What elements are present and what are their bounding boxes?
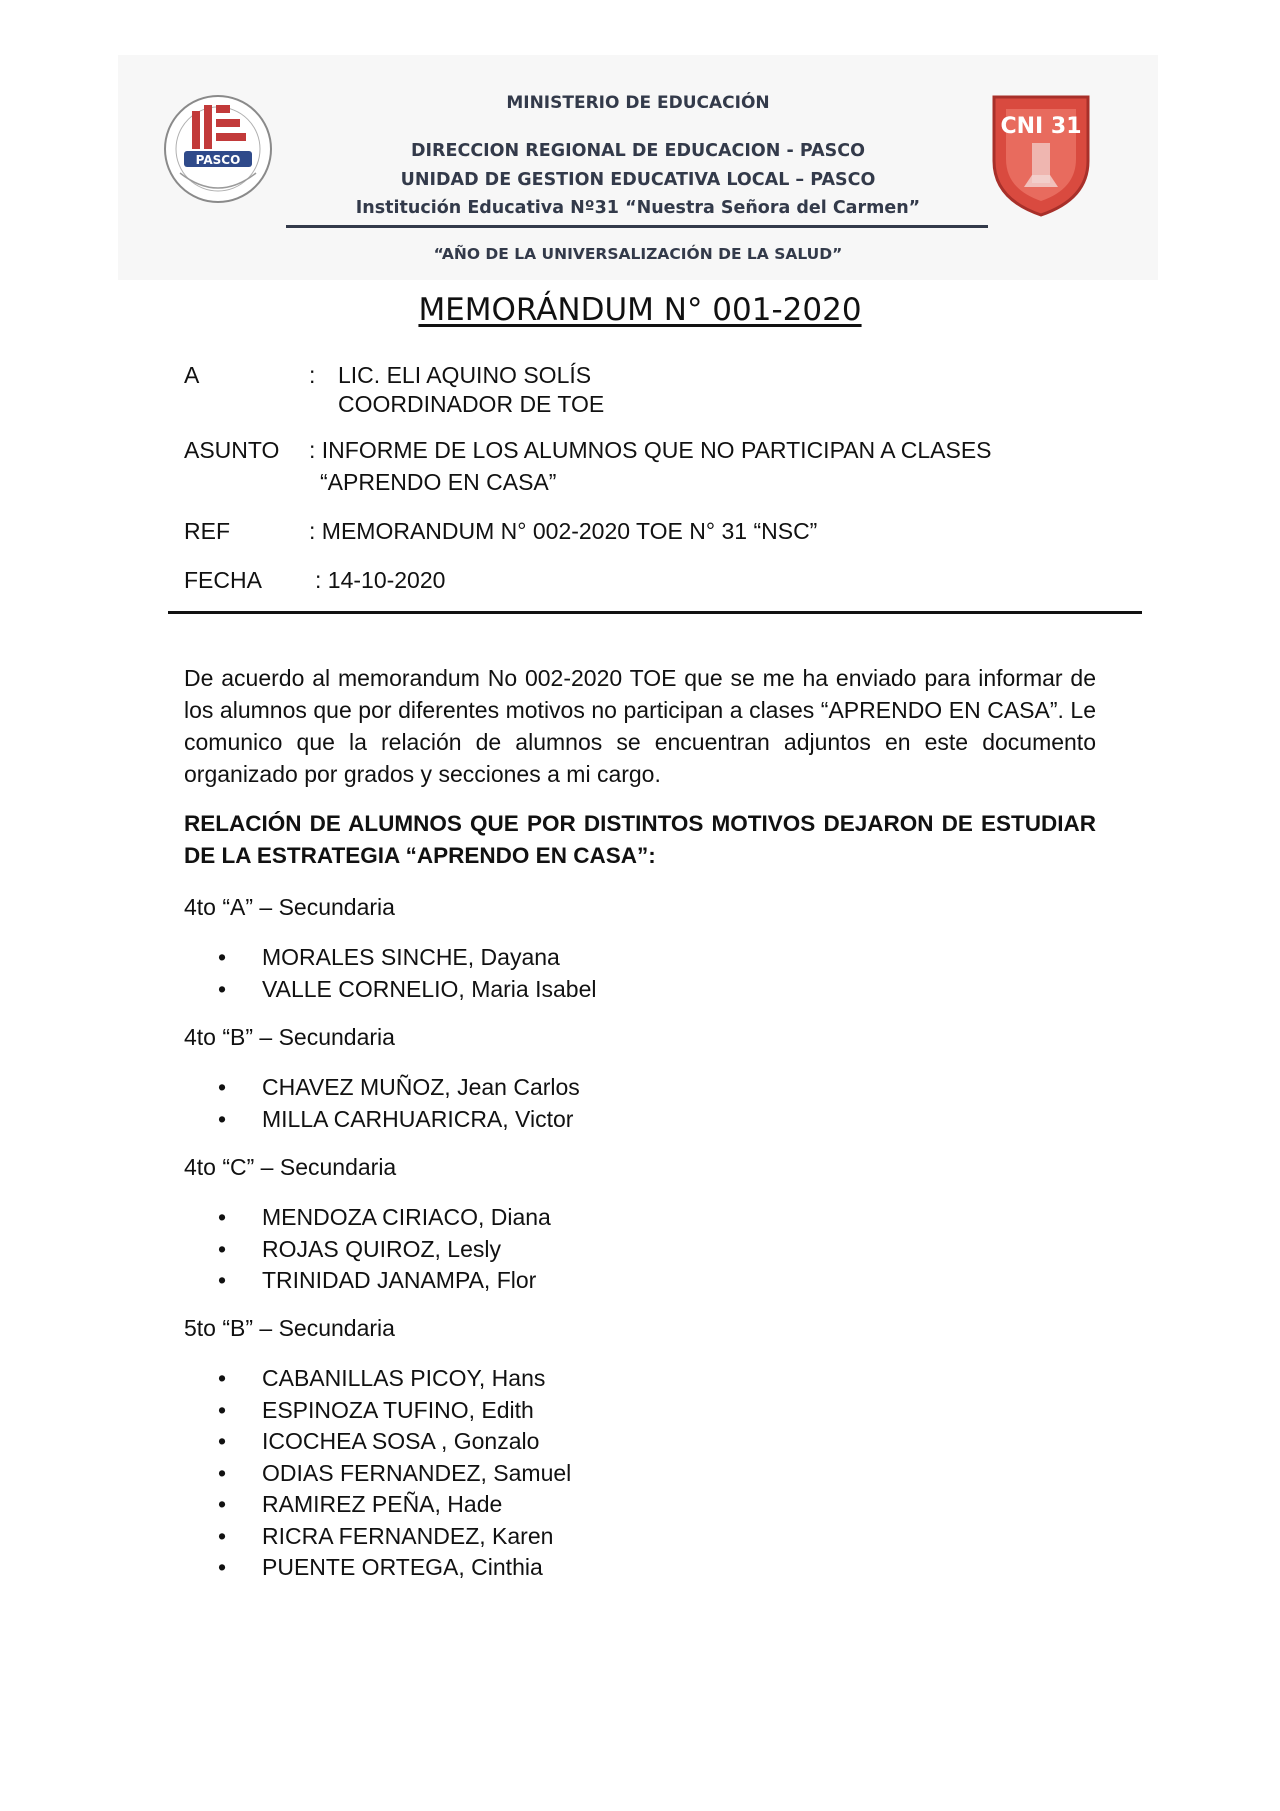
section-label-4to-c: 4to “C” – Secundaria (184, 1154, 397, 1180)
student-name: PUENTE ORTEGA, Cinthia (262, 1554, 543, 1580)
bullet-icon: • (218, 1365, 227, 1391)
letterhead-divider (286, 225, 988, 228)
field-asunto-value-line1: : INFORME DE LOS ALUMNOS QUE NO PARTICIPAN A CLASES (309, 437, 992, 463)
field-ref-label: REF (184, 518, 230, 544)
student-name: MORALES SINCHE, Dayana (262, 944, 560, 970)
bullet-icon: • (218, 1267, 227, 1293)
student-name: ROJAS QUIROZ, Lesly (262, 1235, 501, 1262)
section-label-4to-b: 4to “B” – Secundaria (184, 1024, 395, 1050)
bullet-icon: • (218, 1235, 227, 1262)
student-name: CABANILLAS PICOY, Hans (262, 1365, 546, 1391)
school-shield-icon (986, 91, 1096, 219)
student-name: ICOCHEA SOSA , Gonzalo (262, 1428, 540, 1454)
student-name: RAMIREZ PEÑA, Hade (262, 1491, 503, 1517)
field-a-colon: : (309, 362, 316, 388)
bullet-icon: • (218, 1074, 227, 1100)
student-name: RICRA FERNANDEZ, Karen (262, 1522, 554, 1549)
field-a-value-line2: COORDINADOR DE TOE (338, 391, 605, 417)
bullet-icon: • (218, 1396, 227, 1423)
bullet-icon: • (218, 975, 227, 1002)
bullet-icon: • (218, 944, 227, 970)
list-heading: RELACIÓN DE ALUMNOS QUE POR DISTINTOS MOTIVOS DEJARON DE ESTUDIAR DE LA ESTRATEGIA “APRENDO EN CASA”: (184, 811, 1096, 868)
student-name: TRINIDAD JANAMPA, Flor (262, 1267, 537, 1293)
bullet-icon: • (218, 1554, 227, 1580)
bullet-icon: • (218, 1522, 227, 1549)
field-fecha-value: : 14-10-2020 (315, 567, 446, 593)
bullet-icon: • (218, 1491, 227, 1517)
field-asunto-value-line2: “APRENDO EN CASA” (320, 469, 557, 495)
student-name: VALLE CORNELIO, Maria Isabel (262, 975, 597, 1002)
student-name: CHAVEZ MUÑOZ, Jean Carlos (262, 1074, 580, 1100)
ministry-title: MINISTERIO DE EDUCACIÓN (506, 93, 770, 113)
bullet-icon: • (218, 1204, 227, 1230)
svg-text:CNI 31: CNI 31 (1000, 114, 1082, 139)
bullet-icon: • (218, 1459, 227, 1486)
field-a-label: A (184, 362, 200, 388)
body-paragraph: De acuerdo al memorandum No 002-2020 TOE que se me ha enviado para informar de los alumnos que por diferentes motivos no participan a clases “APRENDO EN CASA”. Le comunico que la relación de alumnos se encuentran adjuntos en este documento organizado por grados y secciones a mi cargo. (184, 665, 1096, 787)
section-label-4to-a: 4to “A” – Secundaria (184, 894, 395, 920)
student-name: MILLA CARHUARICRA, Victor (262, 1105, 574, 1132)
student-name: MENDOZA CIRIACO, Diana (262, 1204, 551, 1230)
ugel-name: UNIDAD DE GESTION EDUCATIVA LOCAL – PASCO (400, 170, 876, 190)
regional-direction: DIRECCION REGIONAL DE EDUCACION - PASCO (411, 141, 865, 161)
svg-text:PASCO: PASCO (195, 153, 241, 167)
header-divider (168, 611, 1142, 614)
student-name: ODIAS FERNANDEZ, Samuel (262, 1459, 572, 1486)
student-name: ESPINOZA TUFINO, Edith (262, 1396, 534, 1423)
letterhead (118, 55, 1158, 280)
institution-name: Institución Educativa Nº31 “Nuestra Señora del Carmen” (355, 198, 921, 218)
memo-title: MEMORÁNDUM N° 001-2020 (418, 292, 862, 328)
bullet-icon: • (218, 1428, 227, 1454)
field-fecha-label: FECHA (184, 567, 262, 593)
field-a-value-line1: LIC. ELI AQUINO SOLÍS (338, 362, 592, 388)
field-asunto-label: ASUNTO (184, 437, 280, 463)
year-motto: “AÑO DE LA UNIVERSALIZACIÓN DE LA SALUD” (433, 245, 843, 263)
bullet-icon: • (218, 1105, 227, 1132)
field-ref-value: : MEMORANDUM N° 002-2020 TOE N° 31 “NSC” (309, 518, 818, 544)
section-label-5to-b: 5to “B” – Secundaria (184, 1315, 395, 1341)
